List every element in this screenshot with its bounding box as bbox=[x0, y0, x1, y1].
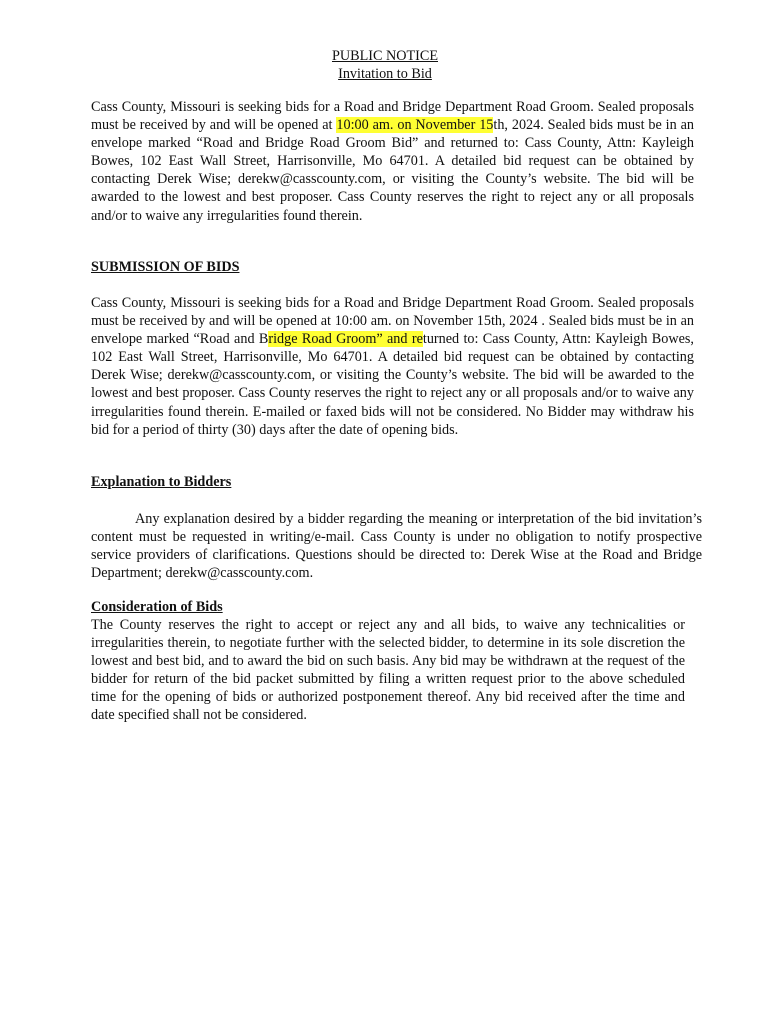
submission-heading: SUBMISSION OF BIDS bbox=[91, 259, 240, 275]
submission-body bbox=[91, 294, 694, 439]
explanation-heading: Explanation to Bidders bbox=[91, 474, 232, 490]
explanation-paragraph: Any explanation desired by a bidder regarding the meaning or interpretation of the bid invitation’s content must be requested in writing/e-mail. Cass County is under no obligation to notify prospective service providers of clarifications. Questions should be directed to: Derek Wise at the Road and Bridge Department; derekw@casscounty.com. bbox=[91, 511, 702, 582]
intro-highlight: 10:00 am. on November 15 bbox=[336, 117, 494, 134]
submission-highlight: ridge Road Groom” and re bbox=[268, 331, 423, 348]
consideration-paragraph: The County reserves the right to accept or reject any and all bids, to waive any technicalities or irregularities therein, to negotiate further with the selected bidder, to determine in its sole discretion the lowest and best bid, and to award the bid on such basis. Any bid may be withdrawn at the request of the bidder for return of the bid packet submitted by filing a written request prior to the above scheduled time for the opening of bids or authorized postponement thereof. Any bid received after the time and date specified shall not be considered. bbox=[91, 617, 685, 724]
submission-text-b: turned to: Cass County, Attn: Kayleigh Bowes, 102 East Wall Street, Harrisonville, Mo 64701. A detailed bid request can be obtained by contacting Derek Wise; derekw@casscounty.com, or visiting the County’s website. The bid will be awarded to the lowest and best proposer. Cass County reserves the right to reject any or all proposals and/or to waive any irregularities found therein. E-mailed or faxed bids will not be considered. No Bidder may withdraw his bid for a period of thirty (30) days after the date of opening bids. bbox=[91, 331, 694, 438]
consideration-heading: Consideration of Bids bbox=[91, 599, 223, 615]
intro-text-b: th, 2024. Sealed bids must be in an envelope marked “Road and Bridge Road Groom Bid” and returned to: Cass County, Attn: Kayleigh Bowes, 102 East Wall Street, Harrisonville, Mo 64701. A detailed bid request can be obtained by contacting Derek Wise; derekw@casscounty.com, or visiting the County’s website. The bid will be awarded to the lowest and best proposer. Cass County reserves the right to reject any or all proposals and/or to waive any irregularities found therein. bbox=[91, 117, 694, 224]
explanation-section bbox=[91, 474, 694, 491]
notice-subtitle: Invitation to Bid bbox=[338, 66, 432, 82]
submission-section bbox=[91, 259, 694, 276]
submission-text-a: Cass County, Missouri is seeking bids for a Road and Bridge Department Road Groom. Sealed proposals must be received by and will be opened at 10:00 am. on November 15th, 2024 . Sealed bids must be in an envelope marked “Road and B bbox=[91, 295, 694, 348]
notice-title: PUBLIC NOTICE bbox=[331, 48, 438, 64]
consideration-section bbox=[91, 599, 694, 725]
explanation-body bbox=[91, 510, 702, 582]
intro-paragraph bbox=[91, 98, 694, 225]
intro-section bbox=[91, 98, 694, 225]
submission-paragraph bbox=[91, 294, 694, 439]
intro-text-a: Cass County, Missouri is seeking bids for a Road and Bridge Department Road Groom. Sealed proposals must be received by and will be opened at bbox=[91, 99, 694, 134]
